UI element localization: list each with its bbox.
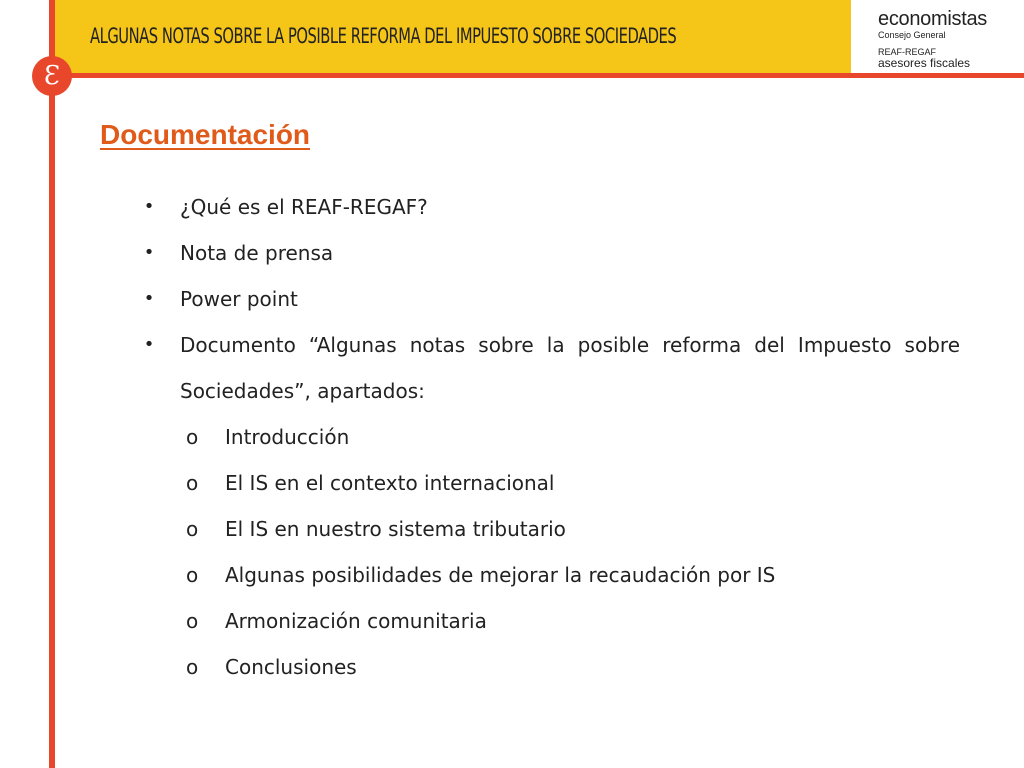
list-item (130, 230, 960, 276)
brand-logo (878, 8, 1018, 70)
circle-bullet-icon: o (186, 655, 199, 679)
sub-list-item-text: Algunas posibilidades de mejorar la recaudación por IS (225, 563, 776, 587)
list-item-text: ¿Qué es el REAF-REGAF? (180, 195, 428, 219)
list-item-text: Documento “Algunas notas sobre la posible reforma del Impuesto sobre Sociedades”, apartados: (180, 333, 960, 403)
brand-subtitle: Consejo General (878, 30, 946, 40)
list-item (130, 276, 960, 322)
economistas-e-logo-icon: Ɛ (32, 56, 72, 96)
sub-list-item (130, 506, 960, 552)
bullet-icon: • (143, 242, 155, 263)
sub-list-item (130, 414, 960, 460)
list-item-text: Nota de prensa (180, 241, 334, 265)
sub-list-item-text: Conclusiones (225, 655, 357, 679)
bullet-icon: • (143, 288, 155, 309)
brand-reaf: REAF-REGAF (878, 47, 937, 57)
bullet-icon: • (143, 334, 155, 355)
sub-list-item-text: El IS en el contexto internacional (225, 471, 555, 495)
sub-list-item-text: Introducción (225, 425, 350, 449)
circle-bullet-icon: o (186, 563, 199, 587)
circle-bullet-icon: o (186, 517, 199, 541)
list-item (130, 322, 960, 414)
sub-list-item-text: El IS en nuestro sistema tributario (225, 517, 566, 541)
sub-list-item (130, 552, 960, 598)
page-title: Documentación (100, 119, 311, 150)
list-item (130, 184, 960, 230)
left-vertical-rule (49, 0, 55, 768)
circle-bullet-icon: o (186, 425, 199, 449)
circle-bullet-icon: o (186, 609, 199, 633)
header-title: ALGUNAS NOTAS SOBRE LA POSIBLE REFORMA DEL IMPUESTO SOBRE SOCIEDADES (90, 24, 677, 48)
sub-list-item (130, 460, 960, 506)
content-list (130, 184, 960, 690)
sub-list-item (130, 598, 960, 644)
brand-asesores: asesores fiscales (878, 56, 971, 70)
list-item-text: Power point (180, 287, 298, 311)
bullet-icon: • (143, 196, 155, 217)
brand-name: economistas (878, 8, 987, 30)
circle-bullet-icon: o (186, 471, 199, 495)
header-rule (55, 73, 1024, 78)
sub-list-item (130, 644, 960, 690)
sub-list-item-text: Armonización comunitaria (225, 609, 487, 633)
